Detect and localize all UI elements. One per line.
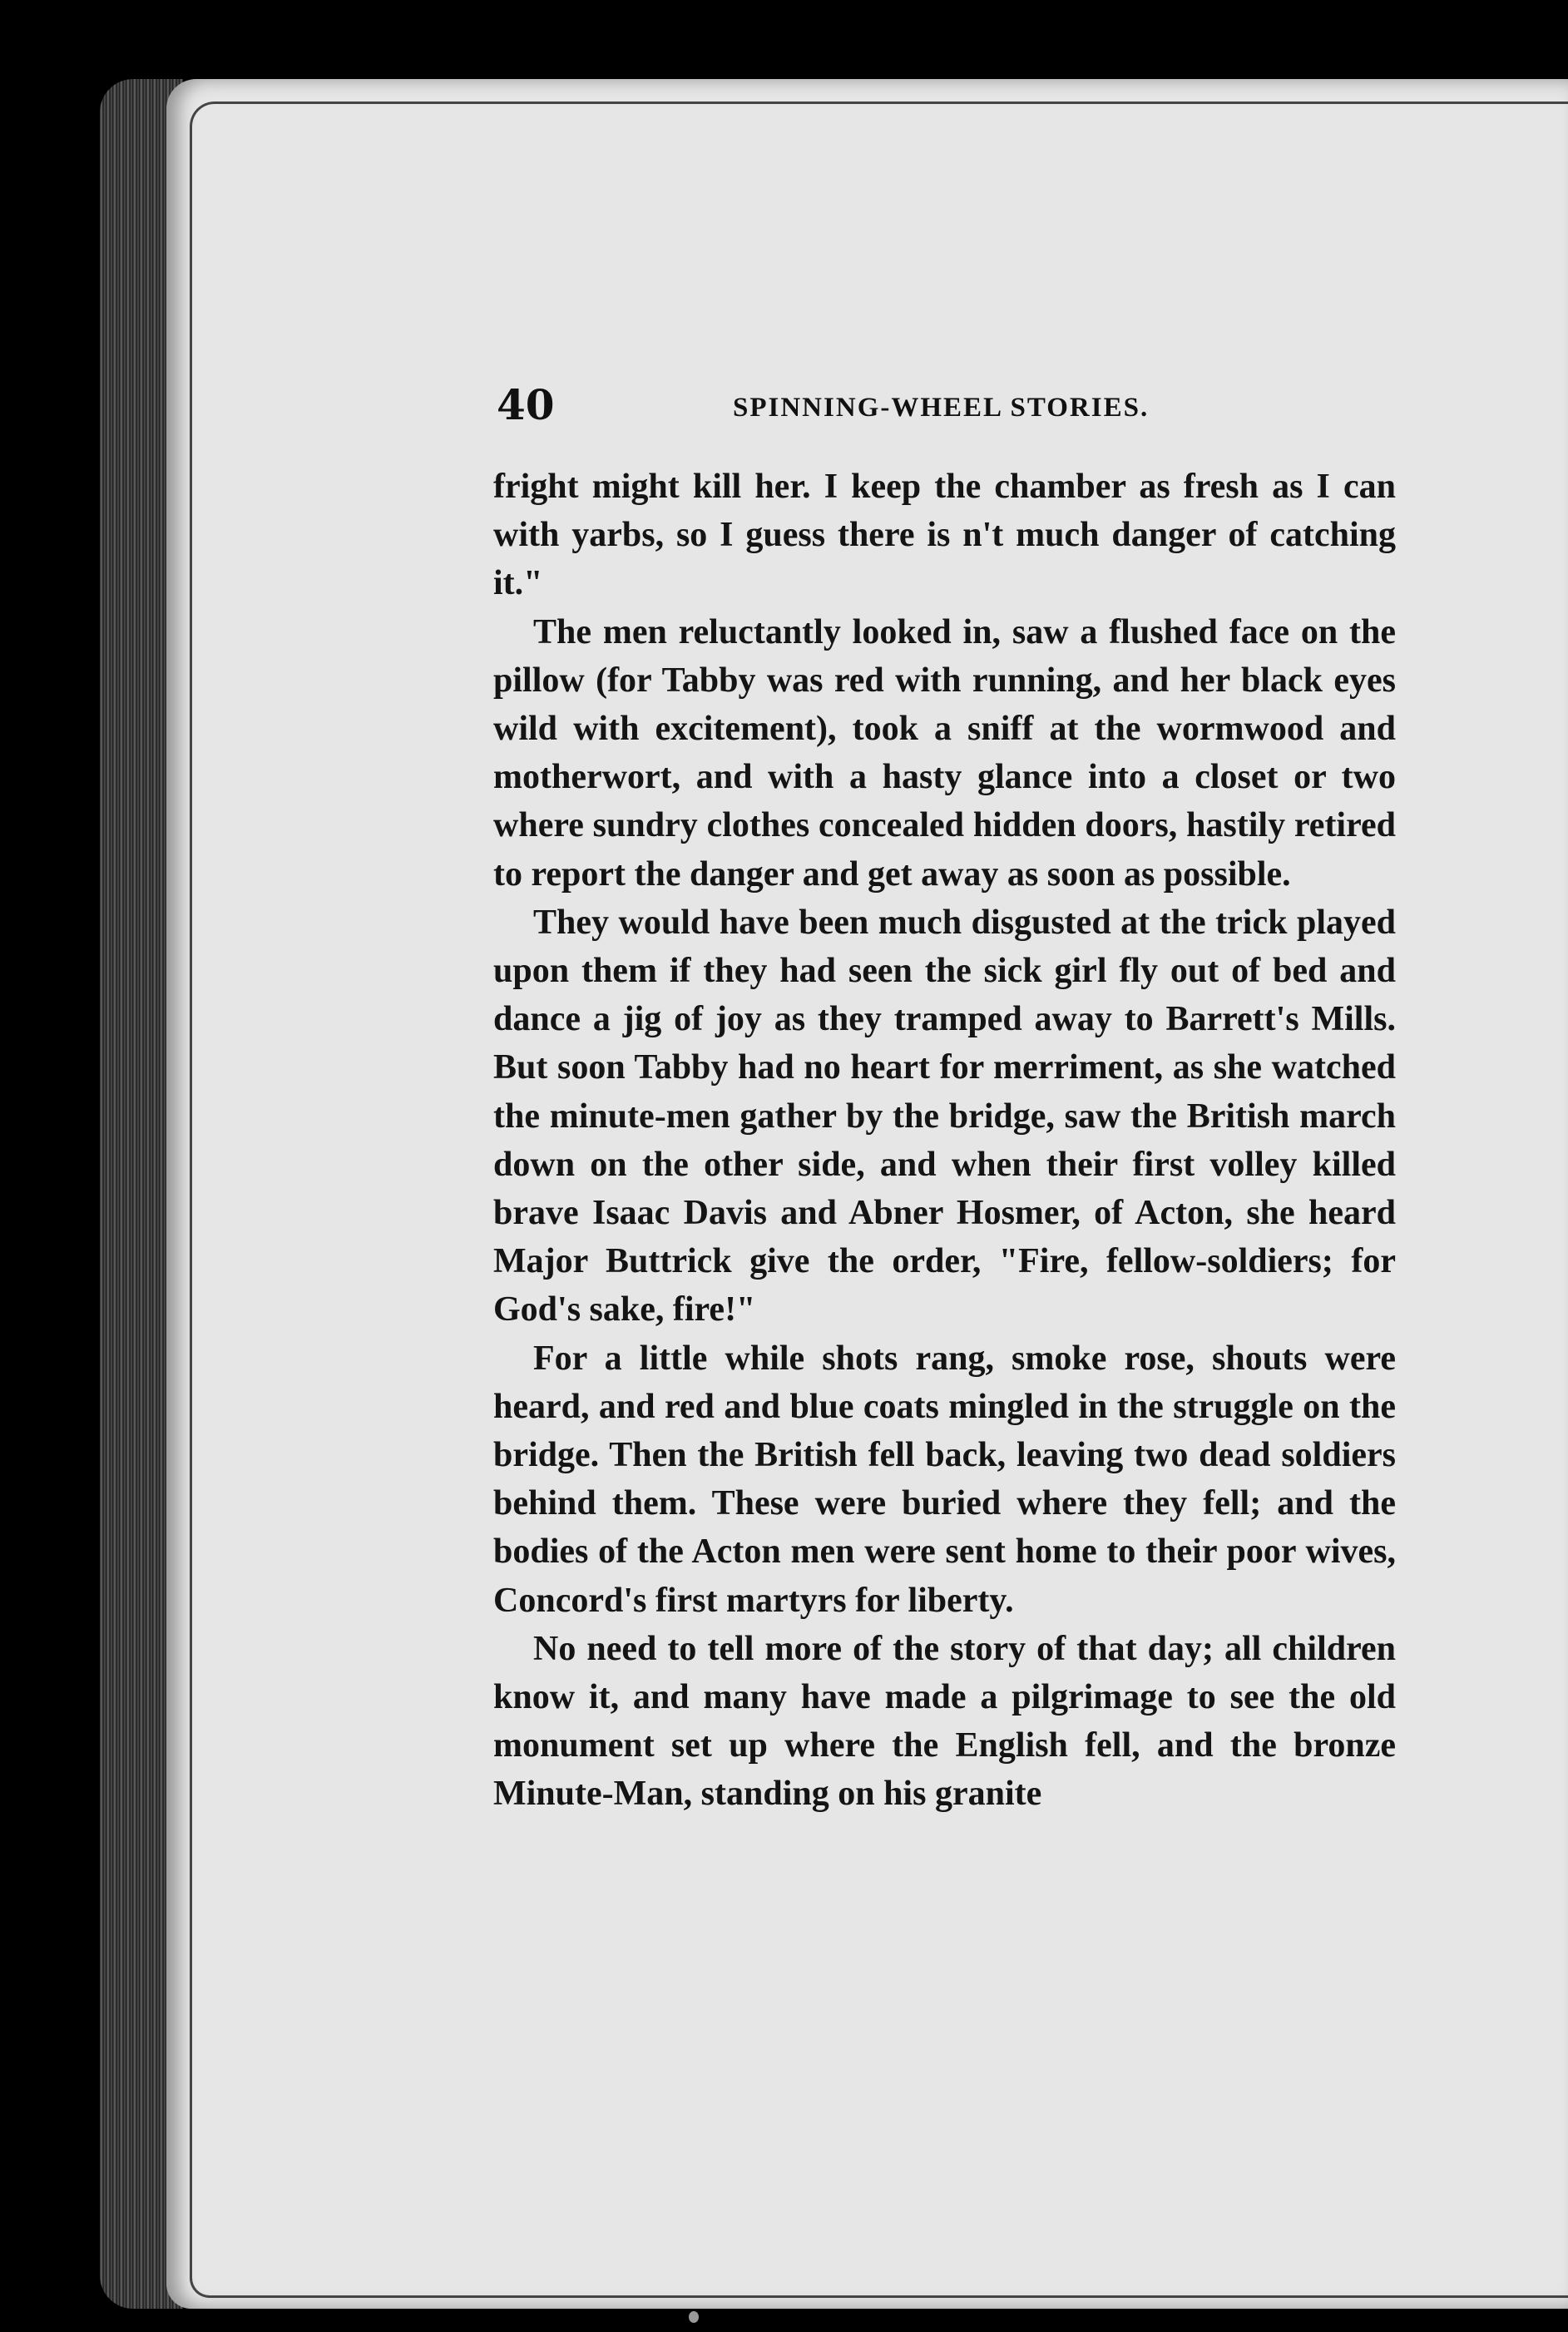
paragraph: fright might kill her. I keep the chamber as fresh as I can with yarbs, so I guess there is n't much danger of catching it." (493, 468, 1396, 603)
paragraph: No need to tell more of the story of that day; all children know it, and many have made a pilgrimage to see the old monument set up where the English fell, and the bronze Minute-Man, standing on his granite (493, 1629, 1396, 1814)
running-head (497, 376, 1395, 434)
page-number: 40 (497, 380, 555, 429)
scan-speck (689, 2311, 699, 2323)
body-text (493, 463, 1396, 1819)
paragraph: For a little while shots rang, smoke rose, shouts were heard, and red and blue coats mingled in the struggle on the bridge. Then the British fell back, leaving two dead soldiers behind them. These were buried where they fell; and the bodies of the Acton men were sent home to their poor wives, Concord's first martyrs for liberty. (493, 1339, 1396, 1620)
paragraph: The men reluctantly looked in, saw a flushed face on the pillow (for Tabby was red with running, and her black eyes wild with excitement), took a sniff at the wormwood and motherwort, and with a hasty glance into a closet or two where sundry clothes concealed hidden doors, hastily retired to report the danger and get away as soon as possible. (493, 612, 1396, 894)
paragraph: They would have been much disgusted at the trick played upon them if they had seen the sick girl fly out of bed and dance a jig of joy as they tramped away to Barrett's Mills. But soon Tabby had no heart for merriment, as she watched the minute-men gather by the bridge, saw the British march down on the other side, and when their first volley killed brave Isaac Davis and Abner Hosmer, of Acton, she heard Major Buttrick give the order, "Fire, fellow-soldiers; for God's sake, fire!" (493, 903, 1396, 1329)
running-title: SPINNING-WHEEL STORIES. (733, 393, 1150, 423)
